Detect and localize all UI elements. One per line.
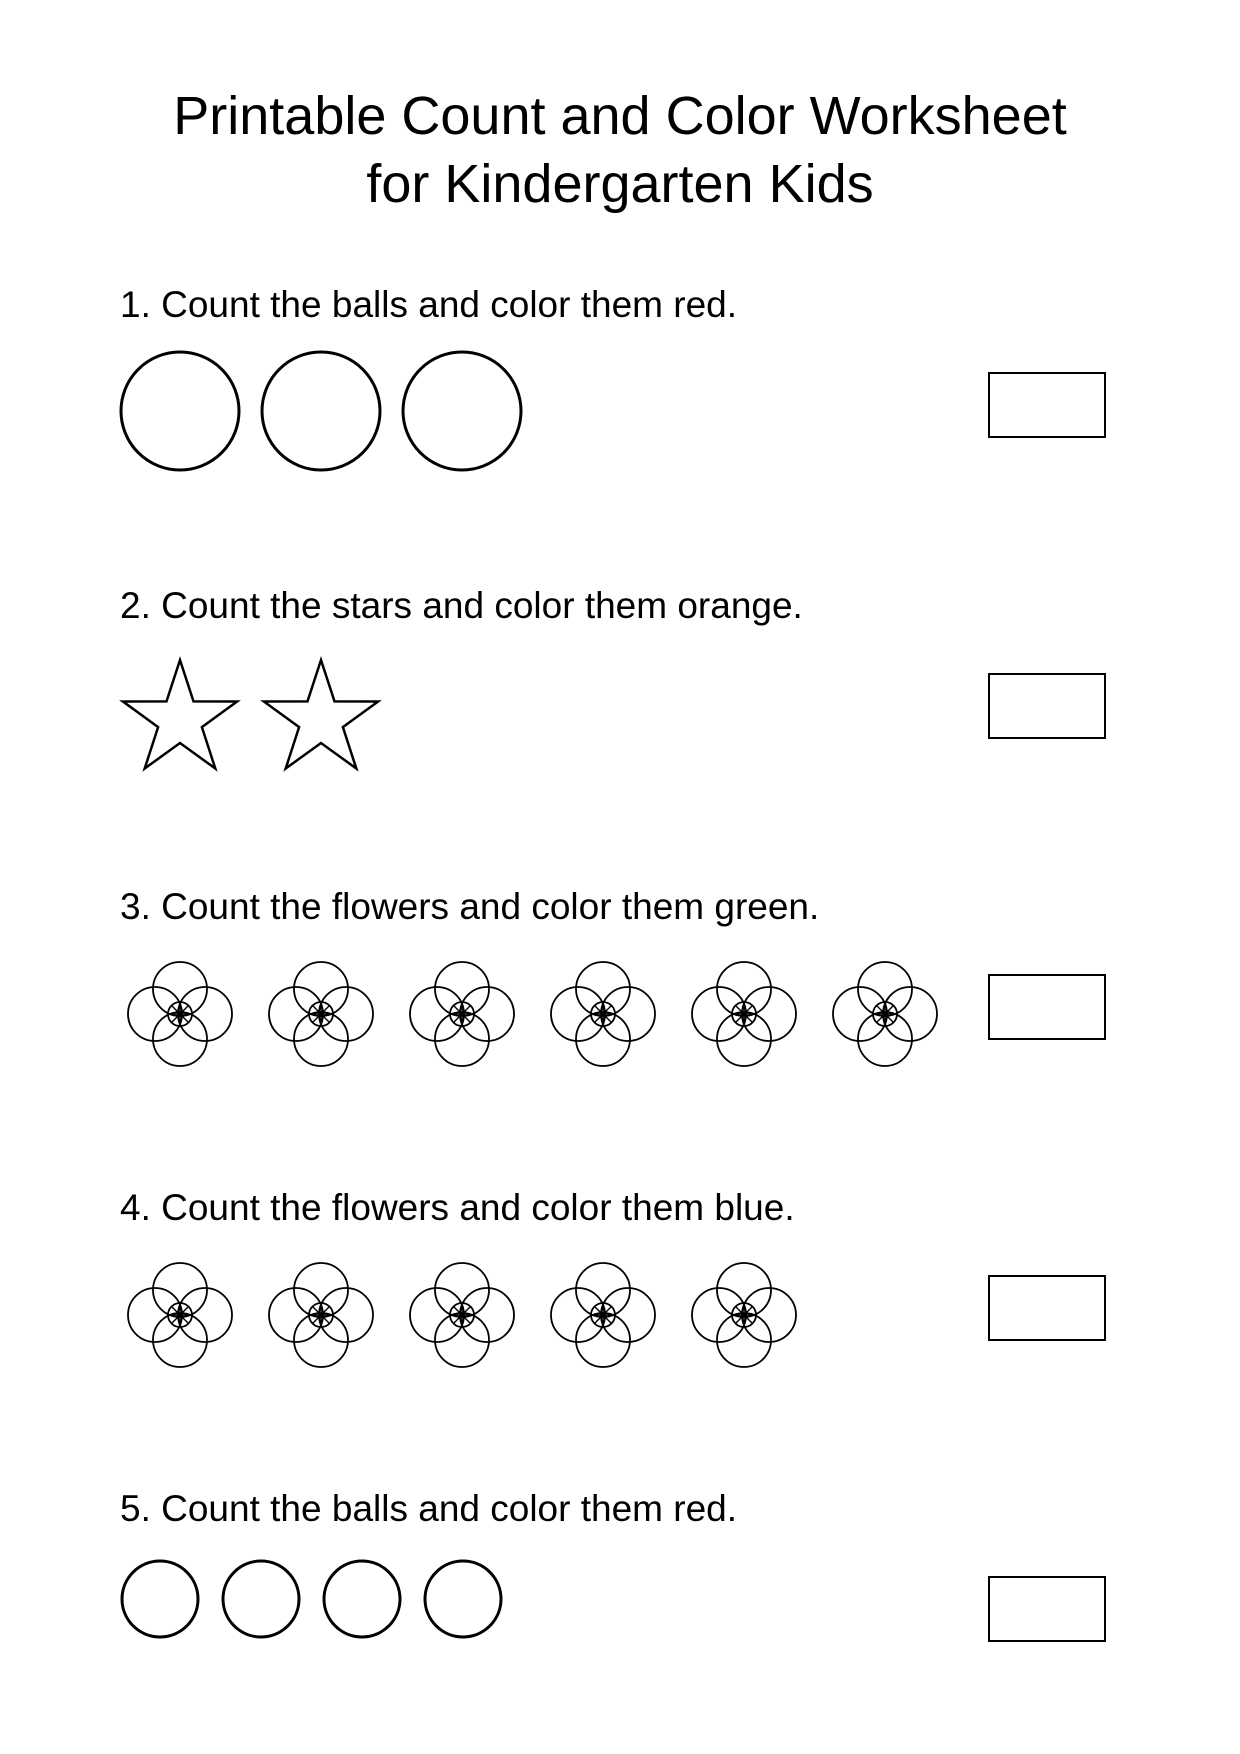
ball-icon [403, 352, 521, 470]
flower-icon [551, 1263, 655, 1367]
flower-icon [551, 962, 655, 1066]
ball-icon [262, 352, 380, 470]
worksheet-title-line-1: Printable Count and Color Worksheet [173, 86, 1067, 146]
exercise-5-answer-box[interactable] [988, 1576, 1106, 1642]
flower-icon [269, 962, 373, 1066]
worksheet-title [0, 82, 1240, 218]
exercise-2-answer-box[interactable] [988, 673, 1106, 739]
flower-icon [128, 1263, 232, 1367]
star-icon [264, 660, 378, 769]
flower-icon [833, 962, 937, 1066]
exercise-4-answer-box[interactable] [988, 1275, 1106, 1341]
exercise-2-instruction: 2. Count the stars and color them orange. [120, 585, 803, 626]
flower-icon [692, 962, 796, 1066]
exercise-1-instruction: 1. Count the balls and color them red. [120, 284, 738, 325]
flower-icon [269, 1263, 373, 1367]
flower-icon [410, 962, 514, 1066]
ball-icon [223, 1561, 299, 1637]
ball-icon [121, 352, 239, 470]
flower-icon [128, 962, 232, 1066]
flower-icon [692, 1263, 796, 1367]
exercise-4-instruction: 4. Count the flowers and color them blue. [120, 1187, 795, 1228]
exercise-3-shapes [128, 962, 937, 1066]
exercise-4-shapes [128, 1263, 796, 1367]
ball-icon [324, 1561, 400, 1637]
exercise-3-instruction: 3. Count the flowers and color them green. [120, 886, 820, 927]
exercise-3-answer-box[interactable] [988, 974, 1106, 1040]
exercise-1-shapes [121, 352, 521, 470]
exercise-1-answer-box[interactable] [988, 372, 1106, 438]
ball-icon [122, 1561, 198, 1637]
star-icon [123, 660, 237, 769]
worksheet-title-line-2: for Kindergarten Kids [366, 154, 874, 214]
flower-icon [410, 1263, 514, 1367]
ball-icon [425, 1561, 501, 1637]
exercise-5-instruction: 5. Count the balls and color them red. [120, 1488, 738, 1529]
exercise-5-shapes [122, 1561, 501, 1637]
exercise-2-shapes [123, 660, 378, 769]
